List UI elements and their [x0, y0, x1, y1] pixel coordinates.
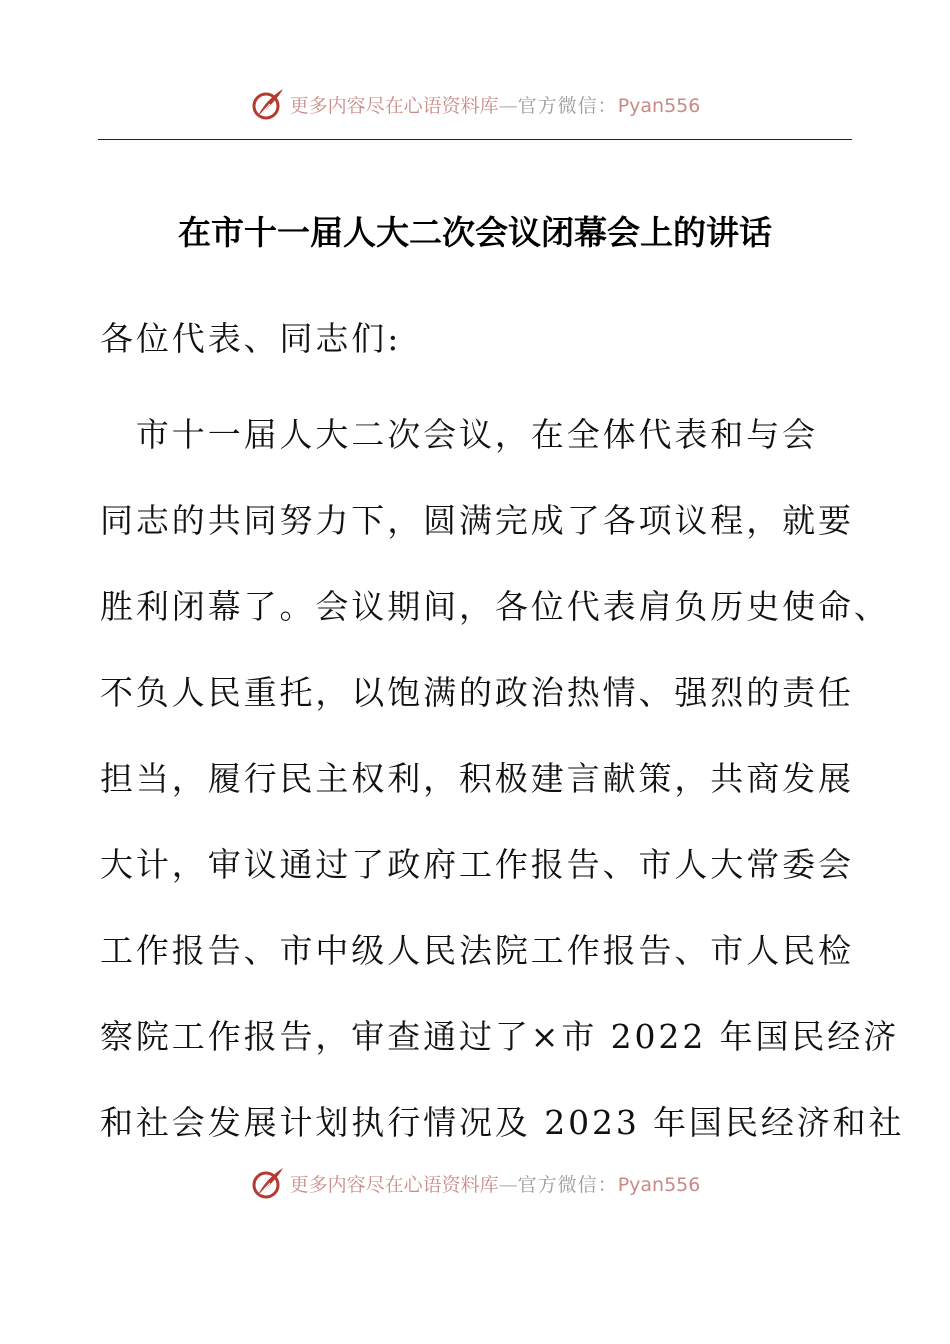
- document-title: 在市十一届人大二次会议闭幕会上的讲话: [178, 213, 772, 252]
- footer-wechat-label: 官方微信：: [517, 1173, 618, 1196]
- footer-account: Pyan556: [617, 1173, 701, 1196]
- body-line-3: 胜利闭幕了。会议期间，各位代表肩负历史使命、: [100, 587, 890, 626]
- header-text-main: 更多内容尽在心语资料库: [289, 94, 499, 117]
- quill-pen-logo-icon: [250, 86, 286, 122]
- body-line-8: 察院工作报告，审查通过了×市 2022 年国民经济: [100, 1017, 900, 1056]
- header-separator: —: [498, 94, 518, 117]
- salutation: 各位代表、同志们:: [100, 319, 402, 358]
- header-wechat-label: 官方微信：: [517, 94, 618, 117]
- footer-separator: —: [498, 1173, 518, 1196]
- footer-text-main: 更多内容尽在心语资料库: [289, 1173, 499, 1196]
- body-line-2: 同志的共同努力下，圆满完成了各项议程，就要: [100, 501, 854, 540]
- header-divider: [98, 139, 852, 140]
- body-line-4: 不负人民重托，以饱满的政治热情、强烈的责任: [100, 673, 854, 712]
- header-text: [290, 91, 701, 118]
- body-line-6: 大计，审议通过了政府工作报告、市人大常委会: [100, 845, 854, 884]
- body-line-9: 和社会发展计划执行情况及 2023 年国民经济和社: [100, 1103, 905, 1142]
- quill-pen-logo-icon: [250, 1165, 286, 1201]
- footer-text: [290, 1170, 701, 1197]
- header-account: Pyan556: [617, 94, 701, 117]
- body-line-7: 工作报告、市中级人民法院工作报告、市人民检: [100, 931, 854, 970]
- footer-banner: [0, 1163, 950, 1203]
- body-line-5: 担当，履行民主权利，积极建言献策，共商发展: [100, 759, 854, 798]
- body-line-1: 市十一届人大二次会议，在全体代表和与会: [100, 415, 818, 454]
- header-banner: [0, 84, 950, 124]
